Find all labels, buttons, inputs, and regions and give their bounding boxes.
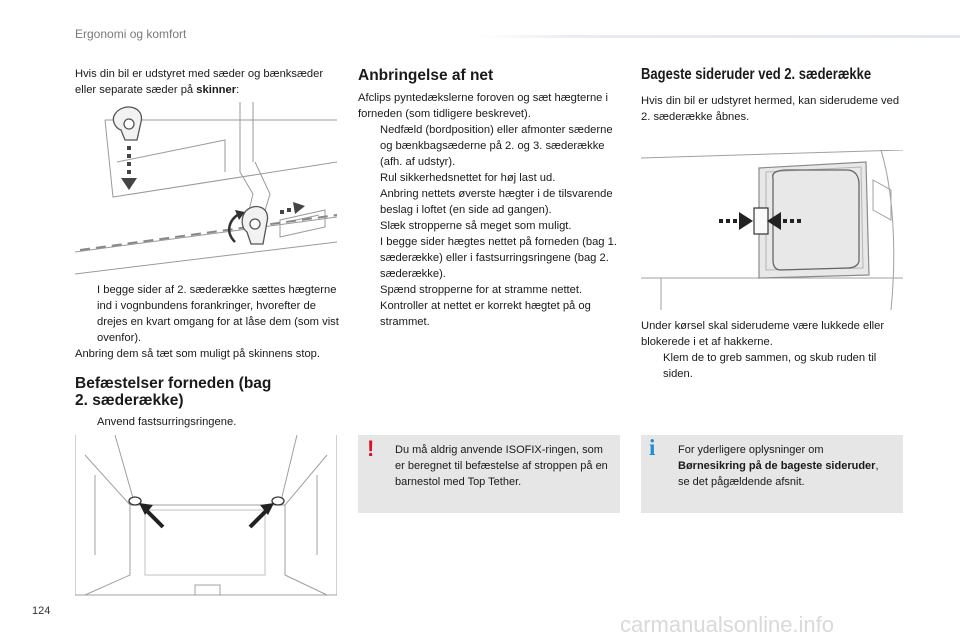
left-after-text: Anbring dem så tæt som muligt på skinnens stop. [75,348,320,360]
left-bullet [75,282,345,346]
section2-title-line1: Befæstelser forneden (bag [75,375,272,392]
right-bullet [641,350,906,382]
info-note-prefix: For yderligere oplysninger om [678,444,824,456]
info-note-text [678,442,893,490]
middle-bullet-3: Anbring nettets øverste hægter i de tilsvarende beslag i loftet (en side ad gangen). [380,188,613,216]
left-intro-bold: skinner [196,84,237,96]
watermark: carmanualsonline.info [620,612,835,637]
warning-note [358,435,620,513]
header-rule [478,35,960,38]
section2-title [75,375,345,409]
middle-title: Anbringelse af net [358,67,494,84]
right-after-text: Under kørsel skal siderudeme være lukkede eller blokerede i et af hakkerne. [641,320,885,348]
info-note [641,435,903,513]
info-note-bold: Børnesikring på de bageste sideruder [678,460,876,472]
section2-title-line2: 2. sæderække) [75,392,184,409]
cargo-floor-illustration [75,435,337,600]
left-intro-tail: : [236,84,240,96]
side-window-illustration [641,150,903,310]
left-bullet-block [75,282,345,362]
middle-body [358,90,623,330]
warning-icon: ! [367,436,375,461]
left-bullet-text: I begge sider af 2. sæderække sættes hægterne ind i vognbundens forankringer, hvorefter de drejes en kvart omgang for at låse dem (som vist ovenfor). [97,284,339,344]
section2-bullet [75,414,345,430]
middle-bullet-6: Spænd stropperne for at stramme nettet. [380,284,583,296]
middle-intro: Afclips pyntedækslerne foroven og sæt hægterne i forneden (som tidligere beskrevet). [358,92,608,120]
middle-bullet-7: Kontroller at nettet er korrekt hægtet på og strammet. [380,300,591,328]
seat-rail-illustration [75,102,337,278]
left-intro-text: Hvis din bil er udstyret med sæder og bænksæder eller separate sæder på [75,68,324,96]
right-body [641,318,906,382]
middle-bullet-1: Nedfæld (bordposition) eller afmonter sæderne og bænkbagsæderne på 2. og 3. sæderække (afh. af udstyr). [380,124,613,168]
middle-bullet-4: Slæk stropperne så meget som muligt. [380,220,572,232]
right-intro: Hvis din bil er udstyret hermed, kan siderudeme ved 2. sæderække åbnes. [641,95,900,123]
middle-bullet-2: Rul sikkerhedsnettet for høj last ud. [380,172,556,184]
right-bullet-text: Klem de to greb sammen, og skub ruden til siden. [663,352,877,380]
info-note-suffix: , se det pågældende afsnit. [678,460,879,488]
section-title: Ergonomi og komfort [75,27,187,41]
warning-note-text: Du må aldrig anvende ISOFIX-ringen, som er beregnet til befæstelse af stroppen på en barnestol med Top Tether. [395,444,608,488]
left-intro [75,66,345,98]
middle-bullet-5: I begge sider hægtes nettet på forneden (bag 1. sæderække) eller i fastsurringsringene (bag 2. sæderække). [380,236,617,280]
section2-bullet-text: Anvend fastsurringsringene. [97,416,237,428]
right-title: Bageste sideruder ved 2. sæderække [641,66,872,83]
info-icon: i [649,435,656,460]
page-number: 124 [32,605,51,617]
